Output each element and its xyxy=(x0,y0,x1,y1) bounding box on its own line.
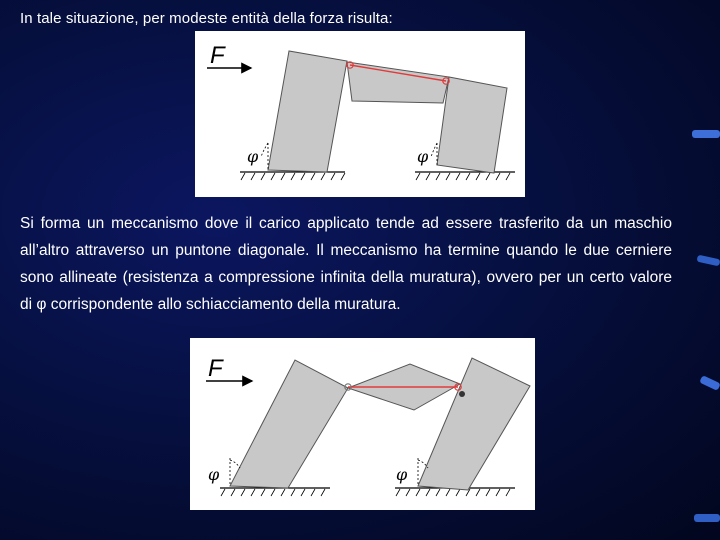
background-streak xyxy=(699,375,720,391)
angle-label-phi: φ xyxy=(417,147,429,166)
background-streak xyxy=(697,255,720,267)
body-paragraph: Si forma un meccanismo dove il carico applicato tende ad essere trasferito da un maschio all’altro attraverso un puntone diagonale. Il meccanismo ha termine quando le due cerniere sono allineate (resistenza a compressione infinita della muratura), ovvero per un certo valore di φ corrispondente allo schiacciamento della muratura. xyxy=(20,215,672,313)
angle-label-phi: φ xyxy=(247,147,259,166)
mechanism-diagram-initial xyxy=(195,31,525,197)
angle-arc-left xyxy=(261,143,268,157)
slide-heading: In tale situazione, per modeste entità della forza risulta: xyxy=(20,10,393,27)
force-label: F xyxy=(210,42,225,69)
angle-label-phi: φ xyxy=(396,465,408,484)
angle-label-phi: φ xyxy=(208,465,220,484)
angle-arc-left xyxy=(230,460,240,468)
angle-arc-right xyxy=(431,143,437,157)
background-streak xyxy=(692,130,720,138)
lintel-block xyxy=(347,62,449,103)
mechanism-diagram-aligned xyxy=(190,338,535,510)
ground-left xyxy=(220,488,330,496)
background-streak xyxy=(694,514,720,522)
force-label: F xyxy=(208,355,223,382)
left-pier-block xyxy=(230,360,348,488)
hinge-pivot xyxy=(459,391,465,397)
left-pier-block xyxy=(268,51,347,172)
ground-right xyxy=(415,172,515,180)
right-pier-block xyxy=(437,77,507,173)
ground-left xyxy=(240,172,345,180)
